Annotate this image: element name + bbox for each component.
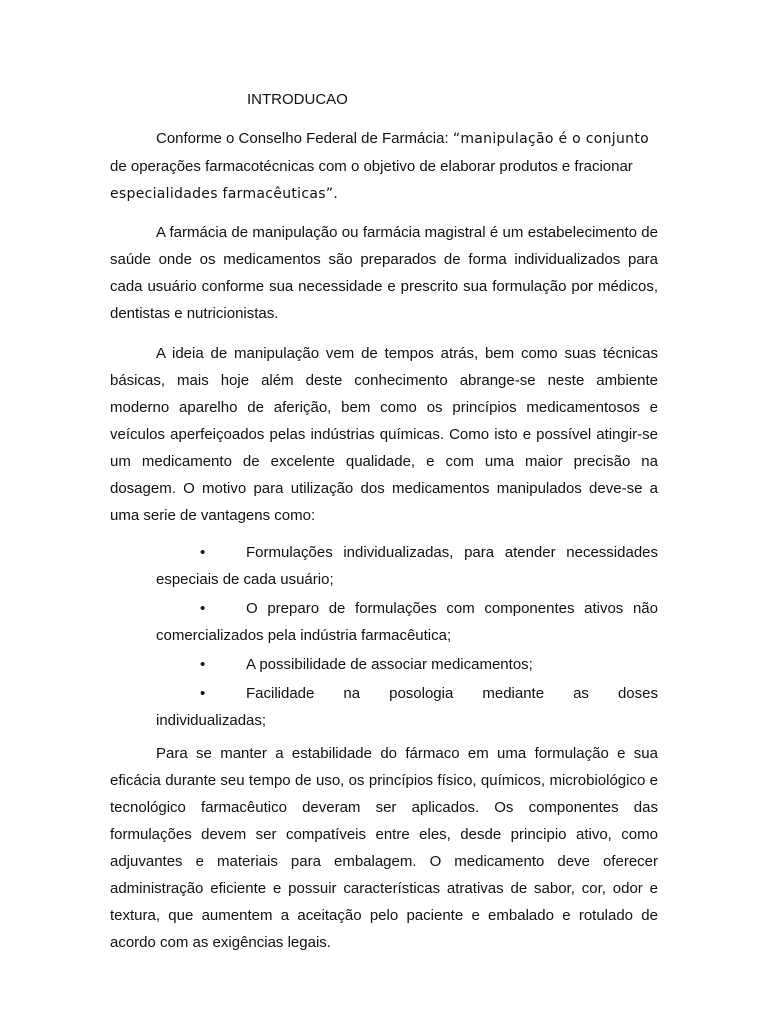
list-item-text: Formulações individualizadas, para atender necessidades especiais de cada usuário; [156, 544, 658, 588]
bullet-icon: • [200, 544, 206, 561]
paragraph-definition-start: Conforme o Conselho Federal de Farmácia: [156, 130, 453, 147]
list-item-continuation: individualizadas; [156, 712, 267, 729]
paragraph-definition-middle: de operações farmacotécnicas com o objetivo de elaborar produtos e fracionar [110, 158, 633, 175]
bullet-icon: • [200, 600, 206, 617]
quote-start: “manipulação é o conjunto [452, 131, 649, 147]
list-item-text: A possibilidade de associar medicamentos; [246, 656, 533, 673]
paragraph-definition [110, 125, 658, 208]
list-item-text: O preparo de formulações com componentes ativos não comercializados pela indústria farmacêutica; [156, 600, 658, 644]
quote-end: especialidades farmacêuticas”. [110, 186, 339, 202]
document-title: INTRODUCAO [247, 91, 348, 108]
list-item [156, 680, 658, 734]
bullet-icon: • [200, 656, 206, 673]
list-item-text: Facilidade na posologia mediante as doses [246, 685, 658, 702]
advantages-list [156, 539, 658, 736]
list-item [156, 651, 658, 678]
paragraph-stability: Para se manter a estabilidade do fármaco em uma formulação e sua eficácia durante seu tempo de uso, os princípios físico, químicos, microbiológico e tecnológico farmacêutico deveram ser aplicados. Os componentes das formulações devem ser compatíveis entre eles, desde principio ativo, como adjuvantes e materiais para embalagem. O medicamento deve oferecer administração eficiente e possuir características atrativas de sabor, cor, odor e textura, que aumentem a aceitação pelo paciente e embalado e rotulado de acordo com as exigências legais. [110, 745, 658, 951]
paragraph-history: A ideia de manipulação vem de tempos atrás, bem como suas técnicas básicas, mais hoje além deste conhecimento abrange-se neste ambiente moderno aparelho de aferição, bem como os princípios medicamentosos e veículos aperfeiçoados pelas indústrias químicas. Como isto e possível atingir-se um medicamento de excelente qualidade, e com uma maior precisão na dosagem. O motivo para utilização dos medicamentos manipulados deve-se a uma serie de vantagens como: [110, 345, 658, 524]
bullet-icon: • [200, 685, 206, 702]
list-item [156, 595, 658, 649]
paragraph-pharmacy: A farmácia de manipulação ou farmácia magistral é um estabelecimento de saúde onde os medicamentos são preparados de forma individualizados para cada usuário conforme sua necessidade e prescrito sua formulação por médicos, dentistas e nutricionistas. [110, 224, 658, 322]
list-item [156, 539, 658, 593]
